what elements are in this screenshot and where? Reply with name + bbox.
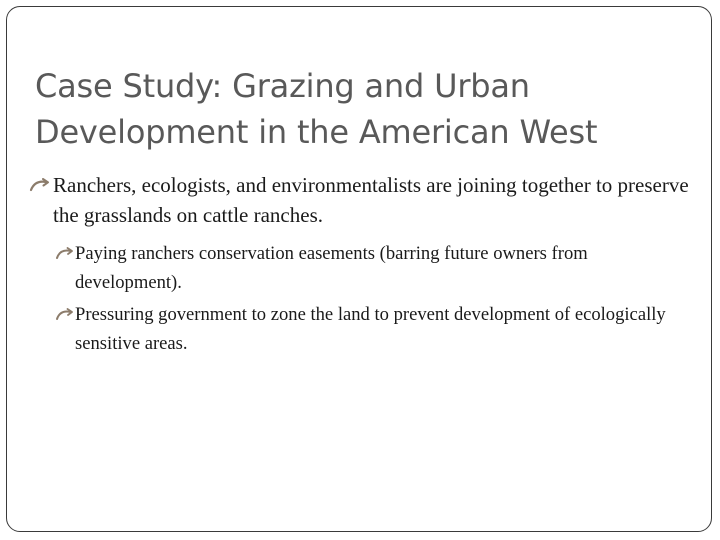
bullet-list xyxy=(27,170,697,358)
bullet-text: Ranchers, ecologists, and environmentalists are joining together to preserve the grasslands on cattle ranches. xyxy=(53,173,689,227)
bullet-text: Paying ranchers conservation easements (barring future owners from development). xyxy=(75,243,588,293)
bullet-item-level-2 xyxy=(27,300,697,358)
bullet-text: Pressuring government to zone the land to prevent development of ecologically sensitive areas. xyxy=(75,304,666,354)
slide-frame xyxy=(6,6,712,532)
slide-title: Case Study: Grazing and Urban Development in the American West xyxy=(35,67,598,151)
bullet-item-level-2 xyxy=(27,239,697,297)
bullet-item-level-1 xyxy=(27,170,697,230)
